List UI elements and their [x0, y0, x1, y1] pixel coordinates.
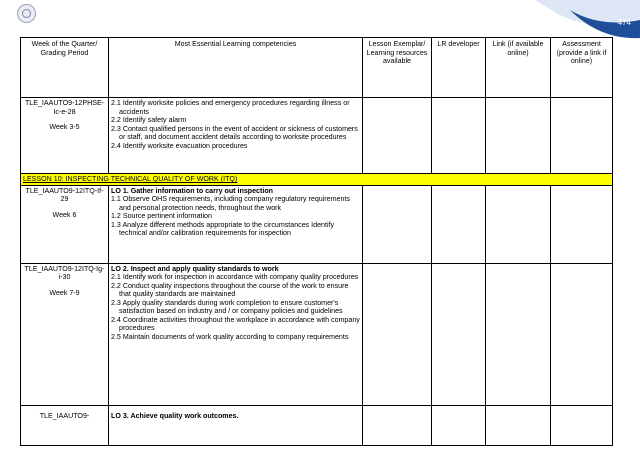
- competency-code: TLE_IAAUTO9-12ITQ-If-29: [25, 186, 104, 204]
- lesson-exemplar-cell: [363, 263, 432, 405]
- competency-item: 1.1 Observe OHS requirements, including company regulatory requirements and personal protection needs, throughout the work: [111, 195, 350, 212]
- deped-seal-logo: [17, 4, 36, 23]
- week-cell: [21, 405, 109, 445]
- competency-item: 1.2 Source pertinent information: [111, 212, 212, 221]
- table-row: [21, 98, 613, 174]
- link-cell: [486, 185, 551, 263]
- melc-table: [20, 37, 613, 446]
- lr-developer-cell: [432, 405, 486, 445]
- assessment-cell: [551, 98, 613, 174]
- lesson-title: LESSON 10: INSPECTING TECHNICAL QUALITY OF WORK (ITQ): [23, 175, 238, 183]
- lesson-exemplar-cell: [363, 405, 432, 445]
- lr-developer-cell: [432, 263, 486, 405]
- table-row: [21, 185, 613, 263]
- competency-code: TLE_IAAUTO9-12ITQ-Ig-i-30: [24, 264, 105, 282]
- competency-code: TLE_IAAUTO9-: [39, 411, 90, 420]
- assessment-cell: [551, 185, 613, 263]
- week-cell: [21, 263, 109, 405]
- competency-item: 2.3 Contact qualified persons in the event of accident or sickness of customers or staff, and document accident details according to worksite procedures: [111, 124, 358, 142]
- lr-developer-cell: [432, 98, 486, 174]
- link-cell: [486, 98, 551, 174]
- col-header-lr-developer: LR developer: [432, 38, 486, 98]
- assessment-cell: [551, 405, 613, 445]
- competency-item: 2.2 Identify safety alarm: [111, 116, 187, 125]
- col-header-lesson-exemplar: Lesson Exemplar/ Learning resources available: [363, 38, 432, 98]
- assessment-cell: [551, 263, 613, 405]
- competency-item: 2.5 Maintain documents of work quality according to company requirements: [111, 332, 349, 341]
- competency-item: 2.4 Coordinate activities throughout the workplace in accordance with company procedures: [111, 315, 360, 333]
- competency-cell: [109, 98, 363, 174]
- competency-item: 2.1 Identify worksite policies and emergency procedures regarding illness or accidents: [111, 99, 350, 116]
- link-cell: [486, 405, 551, 445]
- lesson-exemplar-cell: [363, 185, 432, 263]
- competency-cell: [109, 185, 363, 263]
- week-label: Week 3-5: [49, 123, 80, 132]
- lesson-title-row: [21, 174, 613, 186]
- col-header-week: Week of the Quarter/ Grading Period: [21, 38, 109, 98]
- learning-outcome: LO 1. Gather information to carry out inspection: [111, 186, 273, 195]
- week-label: Week 6: [52, 210, 77, 219]
- lesson-title-cell: [21, 174, 613, 186]
- col-header-assessment: Assessment (provide a link if online): [551, 38, 613, 98]
- competency-cell: [109, 263, 363, 405]
- competency-item: 2.2 Conduct quality inspections throughout the course of the work to ensure that quality standards are maintained: [111, 281, 349, 299]
- table-row: [21, 405, 613, 445]
- competency-item: 2.3 Apply quality standards during work completion to ensure customer's satisfaction based on industry and / or company policies and guidelines: [111, 298, 343, 316]
- learning-outcome: LO 3. Achieve quality work outcomes.: [111, 411, 239, 420]
- link-cell: [486, 263, 551, 405]
- competency-item: 2.4 Identify worksite evacuation procedures: [111, 141, 248, 150]
- week-label: Week 7-9: [49, 288, 80, 297]
- col-header-competencies: Most Essential Learning competencies: [109, 38, 363, 98]
- week-cell: [21, 98, 109, 174]
- competency-item: 2.1 Identify work for inspection in accordance with company quality procedures: [111, 273, 359, 282]
- lesson-exemplar-cell: [363, 98, 432, 174]
- competency-item: 1.3 Analyze different methods appropriate to the circumstances Identify technical and/or calibration requirements for inspection: [111, 220, 335, 238]
- page-number: 474: [617, 18, 631, 27]
- competency-cell: [109, 405, 363, 445]
- lr-developer-cell: [432, 185, 486, 263]
- competency-code: TLE_IAAUTO9-12PHSE-Ic-e-28: [24, 99, 105, 116]
- header-row: [21, 38, 613, 98]
- table-row: [21, 263, 613, 405]
- col-header-link: Link (if available online): [486, 38, 551, 98]
- week-cell: [21, 185, 109, 263]
- learning-outcome: LO 2. Inspect and apply quality standards to work: [111, 264, 279, 273]
